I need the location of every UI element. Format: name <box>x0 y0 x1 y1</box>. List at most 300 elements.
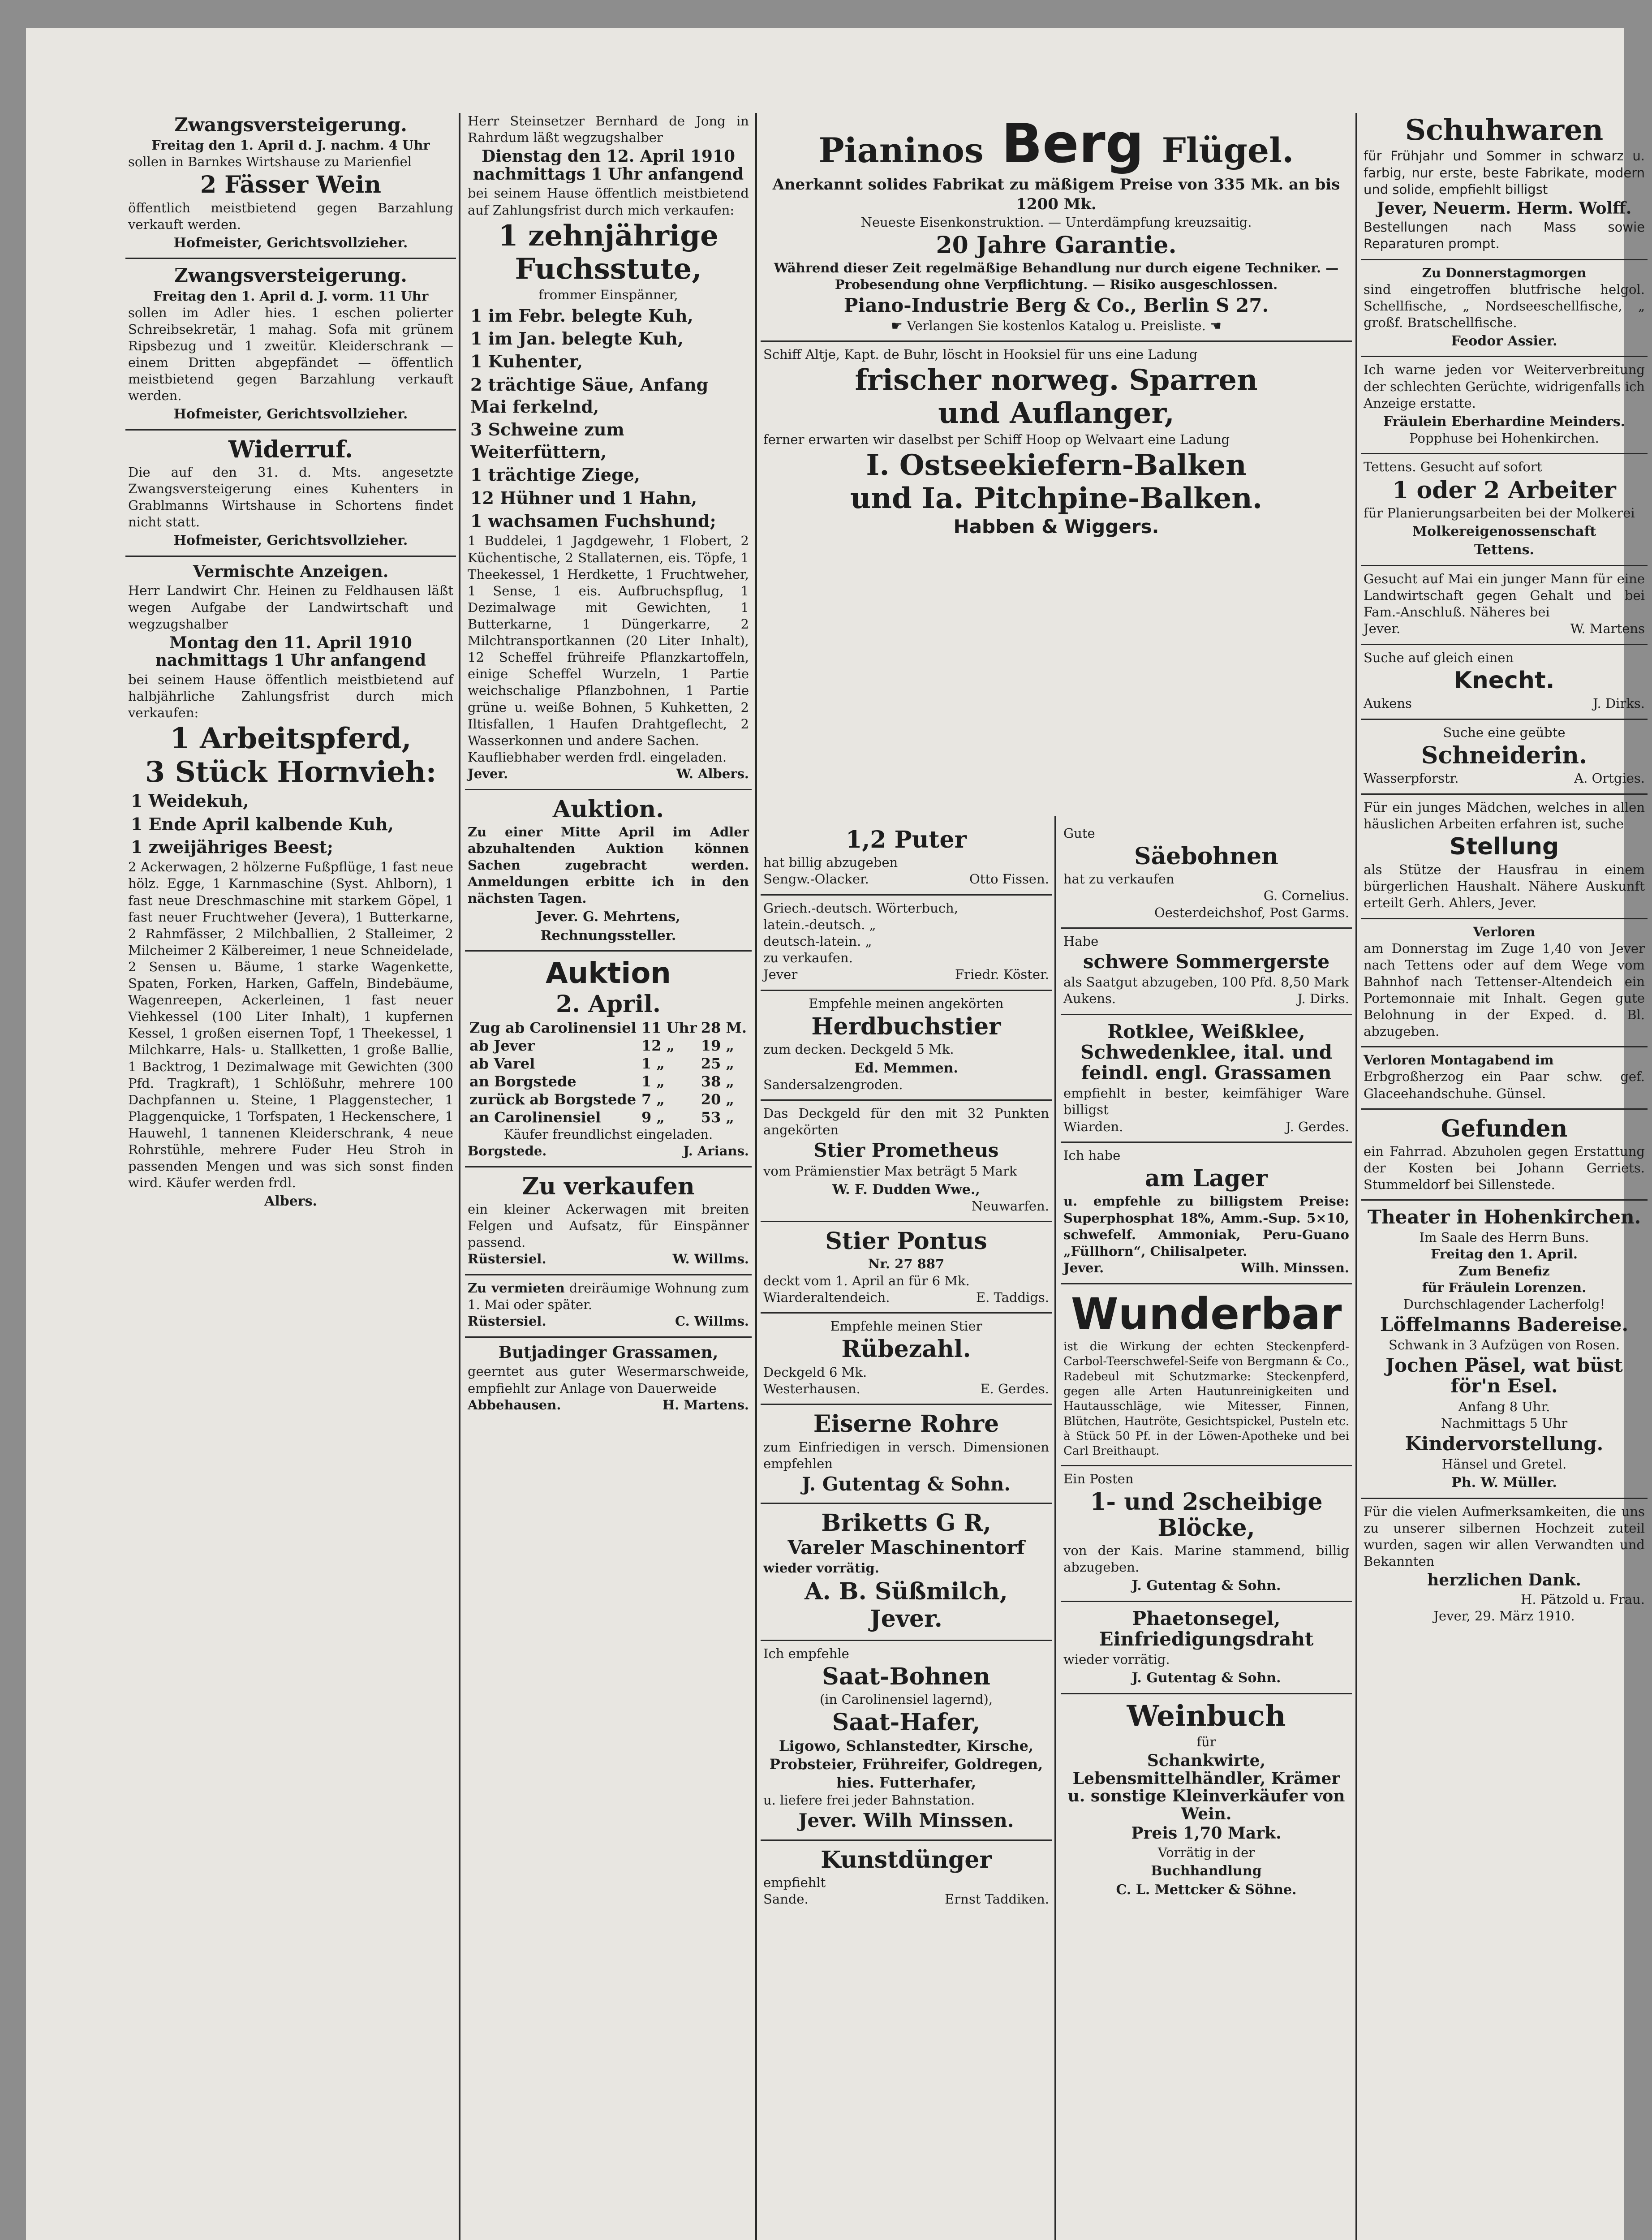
list-item: 1 Ende April kalbende Kuh, <box>131 814 394 834</box>
ad-junger-mann <box>1361 566 1648 645</box>
table-cell: ab Varel <box>469 1055 535 1072</box>
ad-text: Erbgroßherzog ein Paar schw. gef. Glaceehandschuhe. Günsel. <box>1364 1069 1645 1101</box>
ad-signature: E. Taddigs. <box>976 1289 1049 1305</box>
ad-title: Gefunden <box>1441 1115 1568 1142</box>
ad-herdbuchstier <box>761 991 1052 1101</box>
ad-signature: H. Martens. <box>662 1397 749 1413</box>
ad-text: für Fräulein Lorenzen. <box>1422 1279 1587 1295</box>
ad-auktion-mehrtens <box>465 790 752 952</box>
ad-title: Schneiderin. <box>1421 741 1587 769</box>
ad-item-list <box>468 305 749 532</box>
ad-text: Gesucht auf Mai ein junger Mann für eine Landwirtschaft gegen Gehalt und bei Fam.-Anschluß. Näheres bei <box>1364 571 1645 620</box>
ad-signature: Jever, Neuerm. Herm. Wolff. <box>1377 198 1632 218</box>
ad-place: Westerhausen. <box>763 1381 860 1396</box>
ad-place: Abbehausen. <box>468 1397 561 1413</box>
ad-headline: 1 Arbeitspferd, <box>170 722 412 756</box>
ad-title: herzlichen Dank. <box>1427 1571 1581 1590</box>
table-cell: 19 „ <box>701 1037 734 1054</box>
ad-headline: I. Ostseekiefern-Balken <box>866 448 1247 482</box>
ad-warnung <box>1361 357 1648 454</box>
table-cell: ab Jever <box>469 1037 535 1054</box>
ad-text: dreiräumige Wohnung zum 1. Mai oder später. <box>468 1280 749 1313</box>
ad-signature-row <box>468 1251 749 1268</box>
ad-text: Im Saale des Herrn Buns. <box>1419 1230 1589 1245</box>
ad-danksagung <box>1361 1499 1648 1631</box>
ad-date: Dienstag den 12. April 1910 nachmittags 1 Uhr anfangend <box>473 147 744 184</box>
table-cell: 53 „ <box>701 1108 734 1126</box>
table-cell: 1 „ <box>641 1055 665 1072</box>
ad-text: zu verkaufen. <box>763 950 853 966</box>
ad-headline: 1 zehnjährige <box>498 219 718 253</box>
ad-signature: C. Willms. <box>675 1314 749 1329</box>
ad-headline: Fuchsstute, <box>515 252 702 286</box>
ad-headline-left: Pianinos <box>818 130 984 170</box>
column-1 <box>125 108 456 2240</box>
ad-signature: W. Albers. <box>676 766 749 781</box>
ad-text: Schwank in 3 Aufzügen von Rosen. <box>1388 1337 1620 1353</box>
table-cell: 12 „ <box>641 1037 675 1054</box>
ad-headline-right: Flügel. <box>1162 130 1294 170</box>
ad-title: Jochen Päsel, wat büst för'n Esel. <box>1385 1354 1623 1397</box>
ad-text: für Planierungsarbeiten bei der Molkerei <box>1364 505 1635 521</box>
ad-text: Ich empfehle <box>763 1646 849 1661</box>
table-row <box>468 1090 749 1108</box>
ad-text: hat billig abzugeben <box>763 855 898 870</box>
ad-text: Anerkannt solides Fabrikat zu mäßigem Preise von 335 Mk. an bis 1200 Mk. <box>772 176 1340 213</box>
ad-place: Sande. <box>763 1891 809 1907</box>
list-item: 1 im Jan. belegte Kuh, <box>470 328 684 349</box>
ad-text: u. empfehle zu billigstem Preise: Superphosphat 18%, Amm.-Sup. 5×10, schwefelf. Ammoniak, Peru-Guano „Füllhorn“, Chilisalpeter. <box>1063 1193 1349 1259</box>
ad-date: 2. April. <box>555 990 661 1018</box>
ad-saat-bohnen <box>761 1641 1052 1841</box>
hand-pointer-icon: ☚ <box>1205 318 1222 333</box>
ad-text: bei seinem Hause öffentlich meistbietend auf halbjährliche Zahlungsfrist durch mich verkaufen: <box>128 672 453 721</box>
ad-title: Weinbuch <box>1127 1699 1286 1733</box>
ad-title: am Lager <box>1145 1165 1268 1193</box>
ad-signature: A. Ortgies. <box>1574 771 1645 786</box>
ad-title: Zu Donnerstagmorgen <box>1422 265 1587 280</box>
ad-signature: Ph. W. Müller. <box>1451 1475 1557 1491</box>
ad-phaetonsegel <box>1061 1602 1352 1694</box>
table-cell: 7 „ <box>641 1090 665 1108</box>
ad-text: geerntet aus guter Wesermarschweide, empfiehlt zur Anlage von Dauerweide <box>468 1364 749 1396</box>
ad-knecht <box>1361 645 1648 720</box>
ad-signature: J. Dirks. <box>1297 991 1349 1007</box>
ad-signature: Jever. <box>870 1605 942 1633</box>
ad-signature: J. Gutentag & Sohn. <box>1131 1578 1281 1594</box>
ad-text: Tettens. Gesucht auf sofort <box>1364 459 1542 475</box>
ad-woerterbuch <box>761 896 1052 991</box>
ad-subline: Nr. 27 887 <box>868 1256 945 1272</box>
ad-eiserne-rohre <box>761 1405 1052 1504</box>
column-rule-2 <box>755 113 757 2240</box>
section-title: Vermischte Anzeigen. <box>193 562 389 581</box>
ad-text: am Donnerstag im Zuge 1,40 von Jever nach Tettens oder auf dem Wege vom Bahnhof nach Tettenser-Altendeich ein Portemonnaie mit Inhalt. Gegen gute Belohnung in der Exped. d. Bl. abzugeben. <box>1364 940 1645 1039</box>
ad-signature: J. Gerdes. <box>1286 1119 1349 1134</box>
ad-place: Jever <box>763 967 798 982</box>
ad-signature: Tettens. <box>1474 542 1534 558</box>
list-item: 2 trächtige Säue, Anfang Mai ferkelnd, <box>470 374 709 417</box>
ad-title: Stier Prometheus <box>813 1139 999 1162</box>
ad-text: Vorrätig in der <box>1157 1844 1255 1860</box>
ad-text: von der Kais. Marine stammend, billig abzugeben. <box>1063 1542 1349 1575</box>
ad-text: Suche auf gleich einen <box>1364 650 1514 665</box>
ad-text: Deckgeld 6 Mk. <box>763 1364 867 1380</box>
ad-date: Montag den 11. April 1910 nachmittags 1 Uhr anfangend <box>155 633 426 670</box>
ad-headline: 3 Stück Hornvieh: <box>145 755 437 789</box>
ad-text: Ich habe <box>1063 1148 1121 1163</box>
ad-signature: Molkereigenossenschaft <box>1412 523 1596 539</box>
ad-signature: Wilh. Minssen. <box>1241 1260 1349 1275</box>
ad-zu-vermieten <box>465 1275 752 1338</box>
ad-signature: J. Gutentag & Sohn. <box>801 1473 1011 1495</box>
ad-title: schwere Sommergerste <box>1083 950 1330 973</box>
ad-title: Auktion <box>546 957 671 991</box>
ad-title: Wunderbar <box>1071 1288 1342 1339</box>
ad-signature-row <box>1063 991 1349 1008</box>
ad-signature: Albers. <box>264 1193 317 1210</box>
ad-signature-row <box>1364 695 1645 712</box>
ad-weinbuch <box>1061 1694 1352 1905</box>
list-item: 1 trächtige Ziege, <box>470 465 640 485</box>
list-item: 1 Weidekuh, <box>131 791 249 811</box>
ad-text: empfiehlt <box>763 1874 826 1890</box>
ad-signature: Friedr. Köster. <box>955 967 1049 982</box>
column-2 <box>465 108 752 2240</box>
ad-zwangsversteigerung-wein <box>125 108 456 259</box>
ad-place: Oesterdeichshof, Post Garms. <box>1154 905 1349 920</box>
ad-title: Auktion. <box>552 795 664 823</box>
ad-title: Stier Pontus <box>825 1228 987 1255</box>
ad-bloecke <box>1061 1466 1352 1602</box>
ad-text: Herr Landwirt Chr. Heinen zu Feldhausen läßt wegen Aufgabe der Landwirtschaft und wegzugshalber <box>128 583 453 632</box>
ad-text: für Frühjahr und Sommer in schwarz u. farbig, nur erste, beste Fabrikate, modern und solide, empfiehlt billigst <box>1364 148 1645 197</box>
ad-verloren-handschuhe <box>1361 1047 1648 1109</box>
ad-theater-hohenkirchen <box>1361 1201 1648 1499</box>
ad-briketts <box>761 1504 1052 1641</box>
ad-date: Freitag den 1. April. <box>1431 1246 1578 1262</box>
ad-text: Die auf den 31. d. Mts. angesetzte Zwangsversteigerung eines Kuhenters in Grablmanns Wirtshause in Schortens findet nicht statt. <box>128 464 453 530</box>
ad-title: Säebohnen <box>1134 843 1278 870</box>
ad-place: Wasserpforstr. <box>1364 771 1459 786</box>
ad-signature: A. B. Süßmilch, <box>804 1577 1008 1605</box>
ad-title: 1 oder 2 Arbeiter <box>1392 476 1616 504</box>
brand-name: Berg <box>1001 113 1144 175</box>
ad-title: Briketts G R, <box>821 1509 991 1537</box>
ad-place: Borgstede. <box>468 1143 547 1159</box>
ad-auktion-borgstede <box>465 952 752 1167</box>
ad-text: Käufer freundlichst eingeladen. <box>503 1126 713 1142</box>
ad-title: Widerruf. <box>228 435 353 463</box>
ad-date: Freitag den 1. April d. J. vorm. 11 Uhr <box>153 288 429 304</box>
ad-date: Freitag den 1. April d. J. nachm. 4 Uhr <box>151 138 430 153</box>
table-row <box>468 1037 749 1055</box>
ad-line: Griech.-deutsch. Wörterbuch, <box>763 900 958 916</box>
column-4 <box>1361 108 1648 2240</box>
ad-text: Anfang 8 Uhr. <box>1458 1399 1550 1414</box>
ad-text: Nachmittags 5 Uhr <box>1441 1415 1568 1431</box>
ad-signature-row <box>468 1143 749 1160</box>
table-row <box>468 1055 749 1073</box>
table-cell: an Carolinensiel <box>469 1108 601 1126</box>
ad-headline: und Ia. Pitchpine-Balken. <box>850 482 1263 516</box>
ad-stellung <box>1361 795 1648 919</box>
ad-text: wieder vorrätig. <box>763 1560 879 1576</box>
ad-place: Jever. <box>1364 621 1401 637</box>
ad-text: Ein Posten <box>1063 1471 1134 1487</box>
ad-title: Butjadinger Grassamen, <box>498 1343 718 1362</box>
ad-headline: 20 Jahre Garantie. <box>936 232 1177 259</box>
ad-gefunden <box>1361 1110 1648 1201</box>
ad-text: Das Deckgeld für den mit 32 Punkten angekörten <box>763 1106 1049 1138</box>
list-item: 1 im Febr. belegte Kuh, <box>470 305 693 326</box>
ad-signature: W. Martens <box>1570 621 1645 637</box>
ad-signature: H. Pätzold u. Frau. <box>1521 1591 1645 1607</box>
ad-signature-row <box>1063 1119 1349 1136</box>
ad-place: Popphuse bei Hohenkirchen. <box>1409 431 1599 446</box>
table-cell: 25 „ <box>701 1055 734 1072</box>
ad-text: Zu einer Mitte April im Adler abzuhaltenden Auktion können Sachen zugebracht werden. Anmeldungen erbitte ich in den nächsten Tagen. <box>468 824 749 906</box>
ad-puter <box>761 821 1052 896</box>
ad-text: wieder vorrätig. <box>1063 1651 1170 1667</box>
ad-place: Wiarderaltendeich. <box>763 1289 890 1305</box>
ad-title: Verloren Montagabend im <box>1364 1052 1554 1068</box>
ad-arbeiter <box>1361 454 1648 566</box>
ad-text: deckt vom 1. April an für 6 Mk. <box>763 1273 970 1288</box>
ad-place: Sandersalzengroden. <box>763 1077 903 1093</box>
ad-company: Habben & Wiggers. <box>953 515 1159 538</box>
ad-place: Sengw.-Olacker. <box>763 871 869 887</box>
ad-subline: Schankwirte, Lebensmittelhändler, Krämer u. sonstige Kleinverkäufer von Wein. <box>1067 1751 1345 1823</box>
ad-title: Theater in Hohenkirchen. <box>1367 1206 1641 1228</box>
ad-signature: Hofmeister, Gerichtsvollzieher. <box>173 406 408 422</box>
ad-text: ist die Wirkung der echten Steckenpferd-Carbol-Teerschwefel-Seife von Bergmann & Co., Radebeul mit Schutzmarke: Steckenpferd, gegen alle Arten Hautunreinigkeiten und Hautausschläge, wie Mitesser, Finnen, Blütchen, Hautröte, Gesichtspickel, Pusteln etc. à Stück 50 Pf. in der Löwen-Apotheke und bei Carl Breithaupt. <box>1063 1340 1349 1458</box>
ad-text: Verlangen Sie kostenlos Katalog u. Preisliste. <box>907 318 1206 333</box>
ad-title: Verloren <box>1473 924 1536 939</box>
ad-title: Saat-Bohnen <box>822 1663 990 1690</box>
ad-subline: Zum Benefiz <box>1458 1263 1550 1279</box>
table-row <box>468 1073 749 1090</box>
ad-text: Suche eine geübte <box>1443 724 1566 740</box>
ad-zwangsversteigerung-moebel <box>125 259 456 430</box>
column-3-top <box>761 108 1352 816</box>
ad-title: Zwangsversteigerung. <box>174 264 407 287</box>
table-cell: an Borgstede <box>469 1073 576 1090</box>
table-cell: zurück ab Borgstede <box>469 1090 637 1108</box>
ad-item-list <box>128 790 453 858</box>
ad-schellfische <box>1361 260 1648 358</box>
ad-text: 2 Ackerwagen, 2 hölzerne Fußpflüge, 1 fast neue hölz. Egge, 1 Karnmaschine (Syst. Ahlborn), 1 fast neue Dreschmaschine mit starkem Göpel, 1 fast neuer Fruchtweher (Jevera), 1 Butterkarne, 2 Rahmfässer, 2 Milchballien, 2 Stalleimer, 2 Milcheimer 2 Kälbereimer, 1 neue Schneidelade, 2 Sensen u. Bäume, 1 starke Wagenkette, Spaten, Forken, Harken, Gaffeln, Bindebäume, Wagenreepen, Ackerleinen, 1 fast neuer Viehkessel (100 Liter Inhalt), 1 kupfernen Kessel, 1 großen eisernen Topf, 1 Theekessel, 1 Milchkarre, Hals- u. Stallketten, 1 große Ballie, 1 Backtrog, 1 Dezimalwage mit Gewichten (300 Pfd. Tragkraft), 1 Schlößuhr, mehrere 100 Dachpfannen u. Steine, 1 Plaggenstecher, 1 Plaggenquicke, 1 Torfspaten, 1 Heckenschere, 1 Hauwehl, 1 tannenen Kleiderschrank, 4 neue Rohrstühle, mehrere Fuder Heu Stroh in passenden Mengen und was sich sonst finden wird. Käufer werden frdl. <box>128 859 453 1191</box>
ad-grassamen-martens <box>465 1338 752 1420</box>
ad-text: sollen im Adler hies. 1 eschen polierter Schreibsekretär, 1 mahag. Sofa mit grünem Ripsbezug und 1 zweitür. Kleiderschrank — einem Dritten abgepfändet — öffentlich meistbietend gegen Barzahlung verkauft werden. <box>128 305 453 404</box>
ad-text: Für ein junges Mädchen, welches in allen häuslichen Arbeiten erfahren ist, suche <box>1364 799 1645 831</box>
ad-signature: Feodor Assier. <box>1451 333 1557 349</box>
ad-klee-grassamen <box>1061 1015 1352 1143</box>
ad-text: vom Prämienstier Max beträgt 5 Mark <box>763 1163 1017 1179</box>
table-cell: 38 „ <box>701 1073 734 1090</box>
ad-headline: frischer norweg. Sparren <box>855 363 1258 397</box>
ad-stier-prometheus <box>761 1101 1052 1222</box>
ad-text: Kaufliebhaber werden frdl. eingeladen. <box>468 749 727 765</box>
ad-text: Durchschlagender Lacherfolg! <box>1403 1296 1605 1312</box>
ad-text: empfiehlt in bester, keimfähiger Ware billigst <box>1063 1086 1349 1118</box>
ad-signature: G. Cornelius. <box>1263 888 1349 904</box>
ad-place: Jever. <box>1063 1260 1104 1275</box>
ad-text: für <box>1196 1734 1216 1749</box>
ad-signature: Fräulein Eberhardine Meinders. <box>1383 414 1626 430</box>
ad-signature-row <box>763 871 1049 888</box>
ad-title: Herdbuchstier <box>811 1013 1001 1041</box>
ad-place: Aukens. <box>1063 991 1116 1007</box>
ad-line: deutsch-latein. „ <box>763 934 872 949</box>
ad-title: Kindervorstellung. <box>1405 1432 1604 1455</box>
ad-zu-verkaufen-wagen <box>465 1167 752 1275</box>
ad-text: Empfehle meinen angekörten <box>809 996 1004 1012</box>
ad-text: zum decken. Deckgeld 5 Mk. <box>763 1042 954 1057</box>
ad-signature: Ed. Memmen. <box>854 1060 958 1076</box>
ad-signature: J. Dirks. <box>1593 696 1645 711</box>
ad-text: Neueste Eisenkonstruktion. — Unterdämpfung kreuzsaitig. <box>860 215 1252 230</box>
ad-schuhwaren <box>1361 108 1648 260</box>
ad-item: 2 Fässer Wein <box>200 171 381 199</box>
ad-title: Zu verkaufen <box>522 1172 695 1200</box>
ad-signature: W. F. Dudden Wwe., <box>832 1181 980 1198</box>
ad-title: Kunstdünger <box>821 1846 992 1874</box>
ad-signature-row <box>1063 1260 1349 1277</box>
ad-title: Rübezahl. <box>841 1335 971 1363</box>
ad-signature: Rechnungssteller. <box>540 927 676 943</box>
ad-title: Löffelmanns Badereise. <box>1380 1313 1629 1335</box>
table-row <box>468 1019 749 1037</box>
ad-stier-ruebezahl <box>761 1314 1052 1405</box>
ad-place: Wiarden. <box>1063 1119 1123 1134</box>
ad-text: ein Fahrrad. Abzuholen gegen Erstattung der Kosten bei Johann Gerriets. Stummeldorf bei Sillenstede. <box>1364 1143 1645 1193</box>
list-item: 1 zweijähriges Beest; <box>131 836 333 857</box>
ad-signature: Ernst Taddiken. <box>945 1891 1049 1907</box>
ad-saebohnen <box>1061 821 1352 929</box>
ad-title: Knecht. <box>1454 667 1555 694</box>
ad-auktion-heinen <box>125 557 456 1216</box>
ad-sommergerste <box>1061 929 1352 1015</box>
ad-title: 1- und 2scheibige Blöcke, <box>1090 1488 1323 1542</box>
ad-place: Jever. <box>468 766 508 781</box>
ad-title: Zwangsversteigerung. <box>174 114 407 136</box>
ad-signature: Buchhandlung <box>1151 1863 1262 1879</box>
ad-title: Saat-Hafer, <box>832 1709 981 1736</box>
ad-title: 1,2 Puter <box>846 826 967 853</box>
table-cell: Zug ab Carolinensiel <box>469 1019 637 1036</box>
ad-signature-row <box>763 1381 1049 1398</box>
ad-text: Empfehle meinen Stier <box>830 1318 982 1334</box>
ad-signature: W. Willms. <box>672 1251 749 1267</box>
ad-text <box>763 318 1349 334</box>
ad-signature-row <box>1364 620 1645 638</box>
ad-text: als Stütze der Hausfrau in einem bürgerlichen Haushalt. Nähere Auskunft erteilt Gerh. Ahlers, Jever. <box>1364 862 1645 911</box>
ad-signature: E. Gerdes. <box>980 1381 1049 1396</box>
ad-signature-row <box>468 1397 749 1414</box>
ad-title: Rotklee, Weißklee, Schwedenklee, ital. und feindl. engl. Grassamen <box>1080 1020 1332 1084</box>
ad-text: Für die vielen Aufmerksamkeiten, die uns zu unserer silbernen Hochzeit zuteil wurden, sagen wir allen Verwandten und Bekannten <box>1364 1503 1645 1569</box>
list-item: 1 wachsamen Fuchshund; <box>470 511 716 531</box>
table-cell: 28 M. <box>701 1019 747 1036</box>
ad-text: zum Einfriedigen in versch. Dimensionen empfehlen <box>763 1439 1049 1471</box>
list-item: 12 Hühner und 1 Hahn, <box>470 487 697 508</box>
ad-text: Schiff Altje, Kapt. de Buhr, löscht in Hooksiel für uns eine Ladung <box>763 346 1198 362</box>
ad-signature: J. Gutentag & Sohn. <box>1131 1670 1281 1686</box>
column-3-left <box>761 821 1052 2240</box>
ad-text: bei seinem Hause öffentlich meistbietend auf Zahlungsfrist durch mich verkaufen: <box>468 185 749 218</box>
ad-line: latein.-deutsch. „ <box>763 917 876 933</box>
ad-subline: (in Carolinensiel lagernd), <box>819 1692 993 1707</box>
ad-text: 1 Buddelei, 1 Jagdgewehr, 1 Flobert, 2 Küchentische, 2 Stallaternen, eis. Töpfe, 1 Theekessel, 1 Herdkette, 1 Fruchtweher, 1 Sense, 1 eis. Aufbruchspflug, 1 Dezimalwage mit Gewichten, 1 Butterkarne, 1 Düngerkarre, 2 Milchtransportkannen (20 Liter Inhalt), 12 Scheffel frühreife Pflanzkartoffeln, einige Scheffel Wurzeln, 1 Partie weichschalige Pflanzbohnen, 1 Partie grüne u. weiße Bohnen, 5 Kuhketten, 2 Iltisfallen, 1 Haufen Drahtgeflecht, 2 Wasserkonnen und andere Sachen. <box>468 533 749 748</box>
column-rule-4 <box>1355 113 1357 2240</box>
ad-auktion-dejong <box>465 108 752 790</box>
table-row <box>468 1108 749 1126</box>
ad-signature: Neuwarfen. <box>972 1198 1049 1214</box>
table-cell: 1 „ <box>641 1073 665 1090</box>
train-timetable <box>468 1019 749 1126</box>
ad-place: Rüstersiel. <box>468 1251 546 1267</box>
ad-habben-wiggers <box>761 342 1352 545</box>
ad-signature: J. Arians. <box>683 1143 749 1159</box>
ad-title: Schuhwaren <box>1405 113 1604 147</box>
ad-signature-row <box>763 1289 1049 1306</box>
ad-text: ferner erwarten wir daselbst per Schiff Hoop op Welvaart eine Ladung <box>763 431 1230 447</box>
ad-text: Ich warne jeden vor Weiterverbreitung der schlechten Gerüchte, widrigenfalls ich Anzeige erstatte. <box>1364 362 1645 411</box>
ad-subline: frommer Einspänner, <box>538 287 678 303</box>
ad-signature-row <box>763 1891 1049 1908</box>
ad-title: Zu vermieten <box>468 1280 565 1296</box>
ad-text: öffentlich meistbietend gegen Barzahlung verkauft werden. <box>128 200 453 232</box>
ad-signature-row <box>468 766 749 783</box>
ad-text: als Saatgut abzugeben, 100 Pfd. 8,50 Mark <box>1063 974 1349 990</box>
ad-text: hat zu verkaufen <box>1063 871 1174 887</box>
ad-signature: C. L. Mettcker & Söhne. <box>1116 1882 1297 1898</box>
ad-text: sollen in Barnkes Wirtshause zu Marienfiel <box>128 154 412 170</box>
ad-stier-pontus <box>761 1222 1052 1314</box>
list-item: 1 Kuhenter, <box>470 351 583 372</box>
ad-signature-row <box>468 1313 749 1330</box>
table-cell: 11 Uhr <box>641 1019 697 1036</box>
ad-place: Aukens <box>1364 696 1412 711</box>
ad-headline: und Auflanger, <box>938 396 1174 431</box>
ad-text: ein kleiner Ackerwagen mit breiten Felgen und Aufsatz, für Einspänner passend. <box>468 1201 749 1250</box>
ad-text: sind eingetroffen blutfrische helgol. Schellfische, „ Nordseeschellfische, „ großf. Bratschellfische. <box>1364 281 1645 330</box>
ad-signature: Hofmeister, Gerichtsvollzieher. <box>173 533 408 549</box>
ad-text: Habe <box>1063 933 1099 949</box>
ad-place: Rüstersiel. <box>468 1314 546 1329</box>
ad-verloren-portemonnaie <box>1361 919 1648 1048</box>
ad-text: Während dieser Zeit regelmäßige Behandlung nur durch eigene Techniker. — Probesendung ohne Verpflichtung. — Risiko ausgeschlossen. <box>774 260 1339 293</box>
newspaper-page <box>26 28 1645 2240</box>
ad-signature: Otto Fissen. <box>969 871 1049 887</box>
ad-signature: Jever. G. Mehrtens, <box>536 909 680 925</box>
ad-widerruf <box>125 431 456 557</box>
column-3-right <box>1061 821 1352 2240</box>
list-item: 3 Schweine zum Weiterfüttern, <box>470 419 624 462</box>
ad-text: Hänsel und Gretel. <box>1441 1456 1567 1472</box>
column-rule-3 <box>1054 816 1056 2240</box>
ad-text: Bestellungen nach Mass sowie Reparaturen prompt. <box>1364 220 1645 252</box>
ad-title: Phaetonsegel, Einfriedigungsdraht <box>1099 1607 1314 1650</box>
ad-signature-row <box>1364 770 1645 787</box>
ad-subline: Vareler Maschinentorf <box>787 1537 1025 1559</box>
ad-text: Gute <box>1063 826 1095 841</box>
ad-date: Jever, 29. März 1910. <box>1433 1608 1575 1624</box>
ad-schneiderin <box>1361 720 1648 795</box>
ad-price: Preis 1,70 Mark. <box>1131 1824 1282 1843</box>
ad-signature: Hofmeister, Gerichtsvollzieher. <box>173 235 408 251</box>
